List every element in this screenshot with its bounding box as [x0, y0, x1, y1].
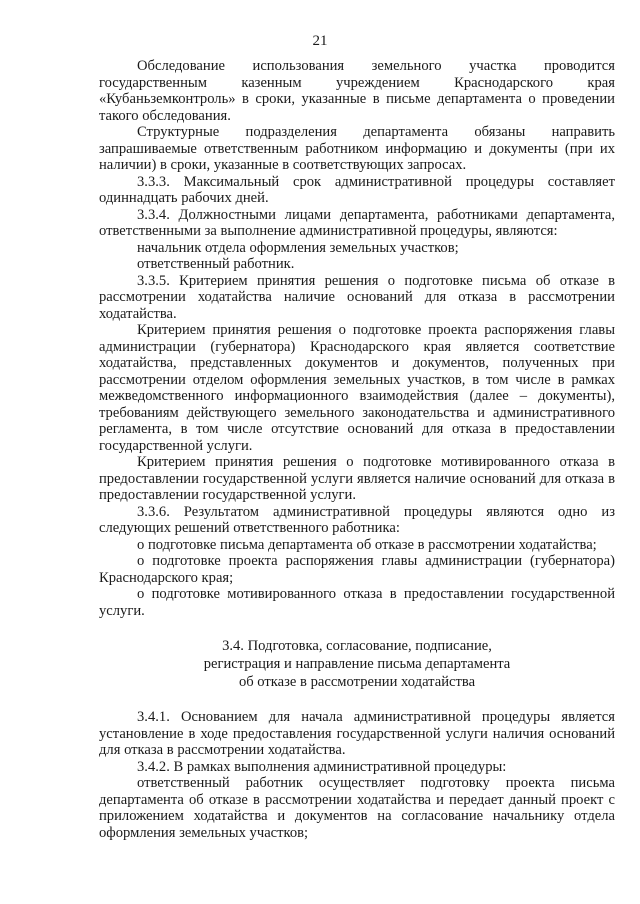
heading-line: 3.4. Подготовка, согласование, подписание, [222, 638, 492, 654]
page-number: 21 [312, 33, 328, 49]
paragraph: 3.3.5. Критерием принятия решения о подготовке письма об отказе в рассмотрении ходатайства наличие оснований для отказа в рассмотрении ходатайства. [99, 272, 615, 322]
paragraph: начальник отдела оформления земельных участков; [137, 239, 459, 256]
paragraph: о подготовке письма департамента об отказе в рассмотрении ходатайства; [137, 536, 597, 553]
paragraph: 3.3.3. Максимальный срок административной процедуры составляет одиннадцать рабочих дней. [99, 173, 615, 206]
paragraph: Обследование использования земельного участка проводится государственным казенным учреждением Краснодарского края «Кубаньземконтроль» в сроки, указанные в письме департамента о проведении такого обследования. [99, 58, 615, 124]
paragraph: Структурные подразделения департамента обязаны направить запрашиваемые ответственным работником информацию и документы (при их наличии) в сроки, указанные в соответствующих запросах. [99, 124, 615, 173]
paragraph: о подготовке мотивированного отказа в предоставлении государственной услуги. [99, 586, 615, 619]
paragraph: Критерием принятия решения о подготовке проекта распоряжения главы администрации (губернатора) Краснодарского края является соответствие ходатайства, представленных документов и документов, полученных при рассмотрении отделом оформления земельных участков, в том числе в рамках межведомственного информационного взаимодействия (далее – документы), требованиям действующего земельного законодательства и административного регламента, в том числе отсутствие оснований для отказа в предоставлении государственной услуги. [99, 322, 615, 454]
paragraph: 3.3.6. Результатом административной процедуры являются одно из следующих решений ответственного работника: [99, 503, 615, 536]
paragraph: ответственный работник. [137, 256, 295, 272]
paragraph: 3.3.4. Должностными лицами департамента, работниками департамента, ответственными за выполнение административной процедуры, являются: [99, 206, 615, 239]
heading-line: об отказе в рассмотрении ходатайства [238, 674, 476, 690]
heading-line: регистрация и направление письма департамента [203, 656, 511, 672]
paragraph: ответственный работник осуществляет подготовку проекта письма департамента об отказе в рассмотрении ходатайства и передает данный проект с приложением ходатайства и документов на согласование начальнику отдела оформления земельных участков; [99, 775, 615, 841]
section-heading [99, 637, 615, 691]
paragraph: Критерием принятия решения о подготовке мотивированного отказа в предоставлении государственной услуги является наличие оснований для отказа в предоставлении государственной услуги. [99, 454, 615, 503]
paragraph: 3.4.2. В рамках выполнения административной процедуры: [137, 758, 507, 775]
paragraph: о подготовке проекта распоряжения главы администрации (губернатора) Краснодарского края; [99, 553, 615, 586]
document-body [99, 58, 615, 841]
paragraph: 3.4.1. Основанием для начала административной процедуры является установление в ходе предоставления государственной услуги наличия оснований для отказа в рассмотрении ходатайства. [99, 709, 615, 758]
